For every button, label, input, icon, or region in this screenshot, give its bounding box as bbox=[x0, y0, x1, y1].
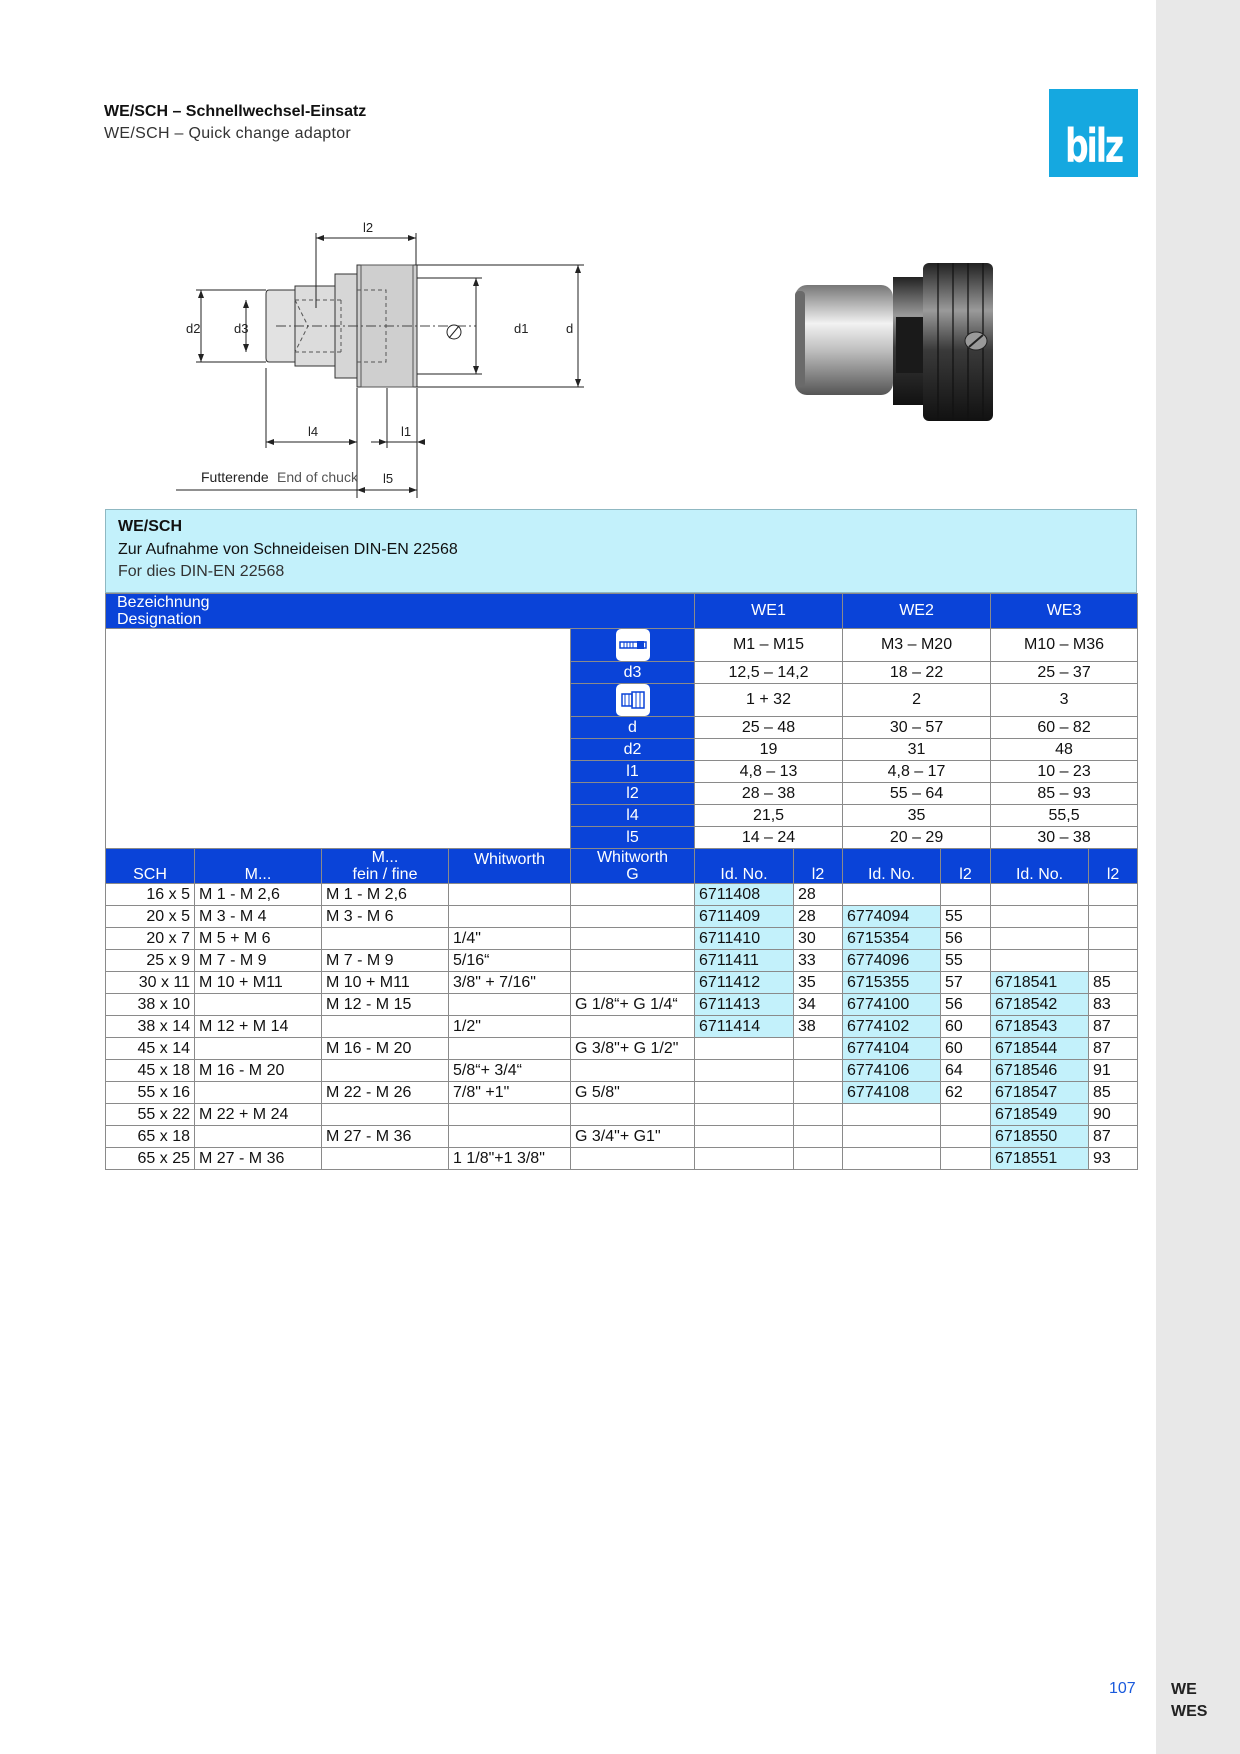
cell-m: M 12 + M 14 bbox=[195, 1016, 322, 1038]
cell-m: M 22 + M 24 bbox=[195, 1104, 322, 1126]
cell-we2-l2 bbox=[941, 1148, 991, 1170]
table-row bbox=[106, 906, 1138, 928]
cell-we3-l2 bbox=[1089, 906, 1138, 928]
cell-sch: 65 x 18 bbox=[106, 1126, 195, 1148]
cell-m bbox=[195, 1126, 322, 1148]
cell-m-fine: M 1 - M 2,6 bbox=[322, 884, 449, 906]
cell-we2-idno: 6715354 bbox=[843, 928, 941, 950]
col-header-we2-l2: l2 bbox=[941, 849, 991, 884]
cell-we1-l2 bbox=[794, 1082, 843, 1104]
cell-m: M 10 + M11 bbox=[195, 972, 322, 994]
cell-sch: 55 x 22 bbox=[106, 1104, 195, 1126]
cell-m: M 27 - M 36 bbox=[195, 1148, 322, 1170]
cell-we3-l2: 87 bbox=[1089, 1016, 1138, 1038]
cell-m bbox=[195, 994, 322, 1016]
cell-whitworth-g: G 3/8"+ G 1/2" bbox=[571, 1038, 695, 1060]
cell-we1-idno bbox=[695, 1038, 794, 1060]
table-row bbox=[106, 884, 1138, 906]
cell-whitworth: 1/2" bbox=[449, 1016, 571, 1038]
cell-we2-idno bbox=[843, 1148, 941, 1170]
cell-we3-l2: 93 bbox=[1089, 1148, 1138, 1170]
l2-we1: 28 – 38 bbox=[695, 783, 843, 805]
cell-whitworth: 7/8" +1" bbox=[449, 1082, 571, 1104]
spec-label-adaptor-size bbox=[571, 684, 695, 717]
col-header-we2-idno: Id. No. bbox=[843, 849, 941, 884]
dim-label-l4: l4 bbox=[308, 424, 319, 439]
d3-we1: 12,5 – 14,2 bbox=[695, 662, 843, 684]
chuck-end-label-de: Futterende bbox=[201, 469, 269, 485]
table-row bbox=[106, 1148, 1138, 1170]
cell-we2-l2: 64 bbox=[941, 1060, 991, 1082]
col-header-m-fine bbox=[322, 849, 449, 884]
designation-header-row bbox=[106, 594, 1138, 629]
page-number: 107 bbox=[1109, 1680, 1136, 1697]
cell-we3-l2: 91 bbox=[1089, 1060, 1138, 1082]
cell-we1-l2 bbox=[794, 1038, 843, 1060]
page-title-en: WE/SCH – Quick change adaptor bbox=[104, 125, 352, 142]
cell-we3-idno bbox=[991, 950, 1089, 972]
cell-we1-l2 bbox=[794, 1104, 843, 1126]
info-description-en: For dies DIN-EN 22568 bbox=[118, 563, 285, 580]
thread-we3: M10 – M36 bbox=[991, 629, 1138, 662]
cell-whitworth-g bbox=[571, 1148, 695, 1170]
product-photo bbox=[778, 255, 1000, 421]
side-band bbox=[1156, 0, 1240, 1754]
spec-label-l1: l1 bbox=[571, 761, 695, 783]
cell-we1-l2 bbox=[794, 1060, 843, 1082]
cell-sch: 20 x 7 bbox=[106, 928, 195, 950]
cell-we1-idno bbox=[695, 1060, 794, 1082]
cell-we1-l2: 34 bbox=[794, 994, 843, 1016]
cell-sch: 45 x 18 bbox=[106, 1060, 195, 1082]
cell-we2-idno: 6774096 bbox=[843, 950, 941, 972]
cell-we2-l2 bbox=[941, 884, 991, 906]
cell-we3-idno: 6718550 bbox=[991, 1126, 1089, 1148]
cell-we3-l2: 85 bbox=[1089, 1082, 1138, 1104]
cell-whitworth-g: G 3/4"+ G1" bbox=[571, 1126, 695, 1148]
cell-we1-idno: 6711409 bbox=[695, 906, 794, 928]
cell-we3-l2: 85 bbox=[1089, 972, 1138, 994]
cell-whitworth-g bbox=[571, 1104, 695, 1126]
cell-we3-l2: 87 bbox=[1089, 1038, 1138, 1060]
cell-whitworth-g bbox=[571, 950, 695, 972]
cell-m: M 16 - M 20 bbox=[195, 1060, 322, 1082]
l4-we1: 21,5 bbox=[695, 805, 843, 827]
col-header-we3-idno: Id. No. bbox=[991, 849, 1089, 884]
dim-label-l2: l2 bbox=[363, 220, 374, 235]
technical-drawing bbox=[176, 208, 596, 498]
cell-we3-idno bbox=[991, 906, 1089, 928]
cell-we1-idno: 6711408 bbox=[695, 884, 794, 906]
cell-we2-l2 bbox=[941, 1104, 991, 1126]
table-row bbox=[106, 1082, 1138, 1104]
spec-label-l4: l4 bbox=[571, 805, 695, 827]
cell-we2-idno bbox=[843, 1104, 941, 1126]
cell-we1-idno: 6711414 bbox=[695, 1016, 794, 1038]
spec-label-thread bbox=[571, 629, 695, 662]
thread-we2: M3 – M20 bbox=[843, 629, 991, 662]
cell-we3-l2 bbox=[1089, 884, 1138, 906]
cell-we2-idno bbox=[843, 884, 941, 906]
cell-we2-l2: 62 bbox=[941, 1082, 991, 1104]
l2-we2: 55 – 64 bbox=[843, 783, 991, 805]
cell-we2-l2: 60 bbox=[941, 1038, 991, 1060]
cell-m: M 3 - M 4 bbox=[195, 906, 322, 928]
l4-we3: 55,5 bbox=[991, 805, 1138, 827]
cell-we2-idno: 6774106 bbox=[843, 1060, 941, 1082]
table-row bbox=[106, 1038, 1138, 1060]
size-header-we1: WE1 bbox=[695, 594, 843, 629]
dim-label-d1: d1 bbox=[514, 321, 529, 336]
cell-whitworth-g: G 1/8“+ G 1/4“ bbox=[571, 994, 695, 1016]
cell-m-fine: M 16 - M 20 bbox=[322, 1038, 449, 1060]
cell-we3-idno: 6718547 bbox=[991, 1082, 1089, 1104]
table-row bbox=[106, 928, 1138, 950]
cell-m-fine: M 7 - M 9 bbox=[322, 950, 449, 972]
cell-we1-l2: 28 bbox=[794, 906, 843, 928]
designation-header bbox=[106, 594, 695, 629]
cell-whitworth bbox=[449, 994, 571, 1016]
cell-whitworth bbox=[449, 1038, 571, 1060]
table-row bbox=[106, 994, 1138, 1016]
cell-whitworth bbox=[449, 1126, 571, 1148]
cell-we3-idno: 6718544 bbox=[991, 1038, 1089, 1060]
chuck-end-label-en: End of chuck bbox=[277, 469, 358, 485]
cell-we2-idno: 6774094 bbox=[843, 906, 941, 928]
cell-m bbox=[195, 1082, 322, 1104]
cell-whitworth-g: G 5/8" bbox=[571, 1082, 695, 1104]
cell-whitworth-g bbox=[571, 1016, 695, 1038]
d-we2: 30 – 57 bbox=[843, 717, 991, 739]
cell-we1-idno bbox=[695, 1082, 794, 1104]
d2-we1: 19 bbox=[695, 739, 843, 761]
dim-label-l5: l5 bbox=[383, 471, 394, 486]
cell-whitworth: 5/16“ bbox=[449, 950, 571, 972]
d3-we2: 18 – 22 bbox=[843, 662, 991, 684]
cell-we3-idno: 6718542 bbox=[991, 994, 1089, 1016]
l5-we2: 20 – 29 bbox=[843, 827, 991, 849]
cell-whitworth-g bbox=[571, 906, 695, 928]
adaptor-size-we3: 3 bbox=[991, 684, 1138, 717]
col-header-m: M... bbox=[195, 849, 322, 884]
l1-we2: 4,8 – 17 bbox=[843, 761, 991, 783]
cell-sch: 38 x 10 bbox=[106, 994, 195, 1016]
cell-whitworth: 3/8" + 7/16" bbox=[449, 972, 571, 994]
cell-we1-idno: 6711410 bbox=[695, 928, 794, 950]
cell-sch: 65 x 25 bbox=[106, 1148, 195, 1170]
cell-sch: 16 x 5 bbox=[106, 884, 195, 906]
cell-m-fine bbox=[322, 1016, 449, 1038]
cell-whitworth: 1/4" bbox=[449, 928, 571, 950]
col-header-we1-l2: l2 bbox=[794, 849, 843, 884]
cell-whitworth bbox=[449, 884, 571, 906]
column-header-row bbox=[106, 849, 1138, 884]
data-rows bbox=[106, 884, 1138, 1170]
cell-m bbox=[195, 1038, 322, 1060]
cell-we2-l2 bbox=[941, 1126, 991, 1148]
cell-m: M 5 + M 6 bbox=[195, 928, 322, 950]
size-header-we3: WE3 bbox=[991, 594, 1138, 629]
thread-tap-icon bbox=[616, 629, 650, 661]
cell-we2-idno: 6774104 bbox=[843, 1038, 941, 1060]
cell-whitworth-g bbox=[571, 884, 695, 906]
cell-whitworth bbox=[449, 906, 571, 928]
col-header-sch: SCH bbox=[106, 849, 195, 884]
col-header-whitworth-g-line1: Whitworth bbox=[596, 849, 669, 866]
cell-m-fine: M 3 - M 6 bbox=[322, 906, 449, 928]
col-header-whitworth-g-line2: G bbox=[626, 866, 639, 883]
col-header-we1-idno: Id. No. bbox=[695, 849, 794, 884]
cell-we1-l2 bbox=[794, 1126, 843, 1148]
cell-we3-l2: 90 bbox=[1089, 1104, 1138, 1126]
adaptor-size-we2: 2 bbox=[843, 684, 991, 717]
bilz-logo bbox=[1049, 89, 1138, 177]
cell-we2-l2: 56 bbox=[941, 994, 991, 1016]
col-header-whitworth-g bbox=[571, 849, 695, 884]
spec-label-l2: l2 bbox=[571, 783, 695, 805]
spec-table bbox=[105, 593, 1138, 1170]
cell-we2-idno bbox=[843, 1126, 941, 1148]
side-codes bbox=[1171, 1679, 1207, 1723]
cell-m-fine: M 27 - M 36 bbox=[322, 1126, 449, 1148]
spec-label-d2: d2 bbox=[571, 739, 695, 761]
cell-we2-idno: 6774100 bbox=[843, 994, 941, 1016]
cell-we2-l2: 56 bbox=[941, 928, 991, 950]
dim-label-d: d bbox=[566, 321, 574, 336]
l1-we3: 10 – 23 bbox=[991, 761, 1138, 783]
blank-area bbox=[106, 629, 571, 849]
adaptor-size-we1: 1 + 32 bbox=[695, 684, 843, 717]
info-title: WE/SCH bbox=[118, 518, 182, 535]
cell-we1-idno: 6711411 bbox=[695, 950, 794, 972]
cell-we3-idno: 6718549 bbox=[991, 1104, 1089, 1126]
col-header-we3-l2: l2 bbox=[1089, 849, 1138, 884]
d-we3: 60 – 82 bbox=[991, 717, 1138, 739]
cell-we2-idno: 6774108 bbox=[843, 1082, 941, 1104]
side-code-wes: WES bbox=[1171, 1703, 1208, 1720]
cell-whitworth-g bbox=[571, 928, 695, 950]
page-title-de: WE/SCH – Schnellwechsel-Einsatz bbox=[104, 103, 367, 120]
cell-we2-idno: 6715355 bbox=[843, 972, 941, 994]
thread-we1: M1 – M15 bbox=[695, 629, 843, 662]
cell-sch: 45 x 14 bbox=[106, 1038, 195, 1060]
cell-we1-l2 bbox=[794, 1148, 843, 1170]
adaptor-size-icon bbox=[616, 684, 650, 716]
cell-we1-idno bbox=[695, 1126, 794, 1148]
spec-label-d: d bbox=[571, 717, 695, 739]
cell-we3-idno bbox=[991, 928, 1089, 950]
cell-we1-l2: 28 bbox=[794, 884, 843, 906]
cell-we1-l2: 33 bbox=[794, 950, 843, 972]
cell-sch: 25 x 9 bbox=[106, 950, 195, 972]
cell-m-fine: M 10 + M11 bbox=[322, 972, 449, 994]
cell-m: M 7 - M 9 bbox=[195, 950, 322, 972]
cell-we1-l2: 38 bbox=[794, 1016, 843, 1038]
cell-m-fine: M 22 - M 26 bbox=[322, 1082, 449, 1104]
cell-we2-l2: 55 bbox=[941, 950, 991, 972]
cell-m-fine bbox=[322, 928, 449, 950]
cell-sch: 20 x 5 bbox=[106, 906, 195, 928]
info-box bbox=[105, 509, 1137, 593]
col-header-m-fine-line1: M... bbox=[371, 849, 399, 866]
designation-en: Designation bbox=[117, 611, 202, 628]
cell-we3-l2 bbox=[1089, 928, 1138, 950]
cell-whitworth-g bbox=[571, 1060, 695, 1082]
size-header-we2: WE2 bbox=[843, 594, 991, 629]
dim-label-d3: d3 bbox=[234, 321, 249, 336]
cell-we2-l2: 57 bbox=[941, 972, 991, 994]
spec-label-d3: d3 bbox=[571, 662, 695, 684]
cell-m-fine bbox=[322, 1148, 449, 1170]
d2-we2: 31 bbox=[843, 739, 991, 761]
cell-we1-idno bbox=[695, 1148, 794, 1170]
cell-sch: 38 x 14 bbox=[106, 1016, 195, 1038]
cell-m-fine: M 12 - M 15 bbox=[322, 994, 449, 1016]
cell-we3-idno: 6718551 bbox=[991, 1148, 1089, 1170]
d-we1: 25 – 48 bbox=[695, 717, 843, 739]
cell-we1-idno: 6711413 bbox=[695, 994, 794, 1016]
l4-we2: 35 bbox=[843, 805, 991, 827]
cell-we3-idno bbox=[991, 884, 1089, 906]
dim-label-l1: l1 bbox=[401, 424, 412, 439]
cell-sch: 30 x 11 bbox=[106, 972, 195, 994]
table-row bbox=[106, 1104, 1138, 1126]
cell-whitworth-g bbox=[571, 972, 695, 994]
info-description-de: Zur Aufnahme von Schneideisen DIN-EN 22568 bbox=[118, 541, 458, 558]
cell-m-fine bbox=[322, 1060, 449, 1082]
l5-we3: 30 – 38 bbox=[991, 827, 1138, 849]
cell-we3-idno: 6718541 bbox=[991, 972, 1089, 994]
d2-we3: 48 bbox=[991, 739, 1138, 761]
l2-we3: 85 – 93 bbox=[991, 783, 1138, 805]
cell-whitworth: 1 1/8"+1 3/8" bbox=[449, 1148, 571, 1170]
designation-de: Bezeichnung bbox=[117, 594, 210, 611]
cell-we3-idno: 6718546 bbox=[991, 1060, 1089, 1082]
d3-we3: 25 – 37 bbox=[991, 662, 1138, 684]
cell-sch: 55 x 16 bbox=[106, 1082, 195, 1104]
cell-whitworth: 5/8“+ 3/4“ bbox=[449, 1060, 571, 1082]
cell-we3-l2 bbox=[1089, 950, 1138, 972]
l1-we1: 4,8 – 13 bbox=[695, 761, 843, 783]
side-code-we: WE bbox=[1171, 1681, 1197, 1698]
table-row bbox=[106, 972, 1138, 994]
cell-we2-l2: 60 bbox=[941, 1016, 991, 1038]
cell-whitworth bbox=[449, 1104, 571, 1126]
col-header-whitworth: Whitworth bbox=[449, 849, 571, 884]
table-row bbox=[106, 950, 1138, 972]
col-header-m-fine-line2: fein / fine bbox=[352, 866, 418, 883]
table-row bbox=[106, 1016, 1138, 1038]
cell-we1-l2: 30 bbox=[794, 928, 843, 950]
spec-label-l5: l5 bbox=[571, 827, 695, 849]
cell-we1-idno bbox=[695, 1104, 794, 1126]
l5-we1: 14 – 24 bbox=[695, 827, 843, 849]
cell-we1-l2: 35 bbox=[794, 972, 843, 994]
cell-we1-idno: 6711412 bbox=[695, 972, 794, 994]
spec-row-thread bbox=[106, 629, 1138, 662]
logo-text: bilz bbox=[1064, 119, 1123, 173]
cell-we3-idno: 6718543 bbox=[991, 1016, 1089, 1038]
table-row bbox=[106, 1060, 1138, 1082]
cell-we3-l2: 87 bbox=[1089, 1126, 1138, 1148]
cell-we3-l2: 83 bbox=[1089, 994, 1138, 1016]
dim-label-d2: d2 bbox=[186, 321, 201, 336]
cell-m: M 1 - M 2,6 bbox=[195, 884, 322, 906]
table-row bbox=[106, 1126, 1138, 1148]
cell-we2-idno: 6774102 bbox=[843, 1016, 941, 1038]
cell-we2-l2: 55 bbox=[941, 906, 991, 928]
cell-m-fine bbox=[322, 1104, 449, 1126]
